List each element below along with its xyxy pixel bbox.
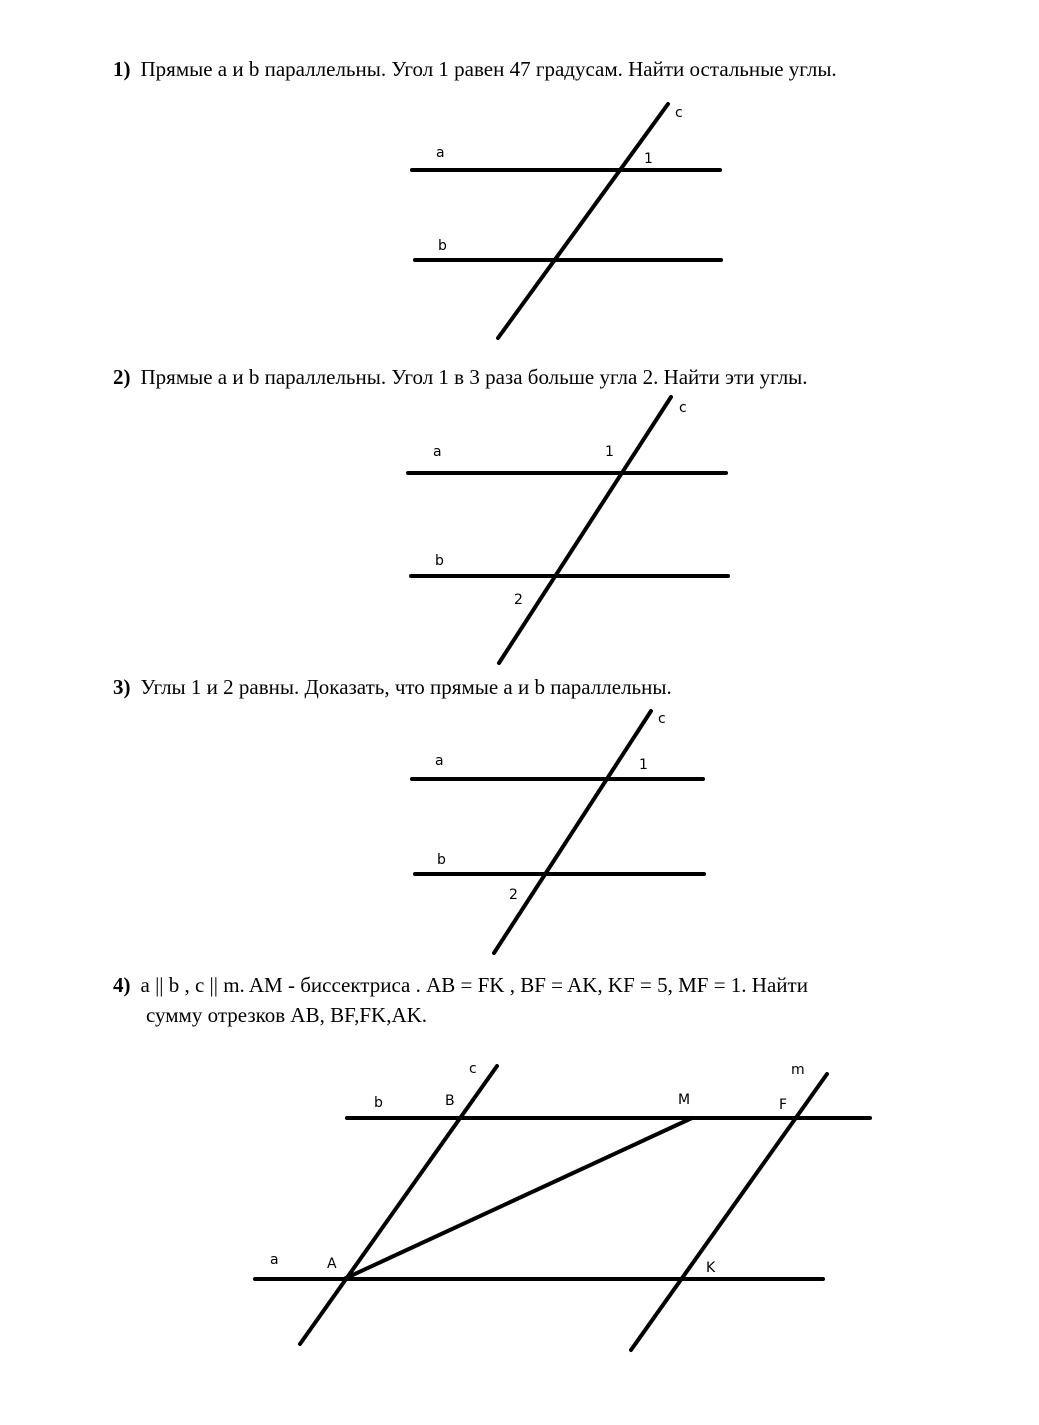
fig4-label-point-a: A xyxy=(327,1256,337,1272)
fig1-label-b: b xyxy=(438,238,447,254)
fig4-label-point-f: F xyxy=(779,1097,788,1113)
fig3-line-c xyxy=(494,711,651,953)
fig4-label-c: c xyxy=(469,1061,477,1077)
fig4-label-point-b: B xyxy=(445,1093,455,1109)
task-2-number: 2) xyxy=(113,365,131,389)
fig4-line-m xyxy=(631,1074,827,1350)
task-4-text-line1: a || b , c || m. AM - биссектриса . AB = FK , BF = AK, KF = 5, MF = 1. Найти xyxy=(140,973,808,997)
fig3-label-b: b xyxy=(437,852,446,868)
fig3-label-c: c xyxy=(658,711,666,727)
fig1-label-angle-1: 1 xyxy=(644,151,653,167)
task-3-text: Углы 1 и 2 равны. Доказать, что прямые a и b параллельны. xyxy=(140,675,672,699)
task-4-number: 4) xyxy=(113,973,131,997)
fig2-label-a: a xyxy=(433,444,442,460)
fig4-line-c xyxy=(300,1066,497,1344)
fig4-label-b: b xyxy=(374,1095,383,1111)
fig4-label-point-m: M xyxy=(678,1092,691,1108)
fig3-label-angle-2: 2 xyxy=(509,887,518,903)
task-1-text: Прямые a и b параллельны. Угол 1 равен 47 градусам. Найти остальные углы. xyxy=(140,57,837,81)
fig2-label-c: c xyxy=(679,400,687,416)
fig1-label-a: a xyxy=(436,145,445,161)
fig2-line-c xyxy=(499,397,671,663)
figure-3 xyxy=(412,711,704,953)
fig3-label-a: a xyxy=(435,753,444,769)
fig3-label-angle-1: 1 xyxy=(639,757,648,773)
task-1-number: 1) xyxy=(113,57,131,81)
fig1-line-c xyxy=(498,104,668,338)
fig2-label-b: b xyxy=(435,553,444,569)
task-2-text: Прямые a и b параллельны. Угол 1 в 3 раза больше угла 2. Найти эти углы. xyxy=(140,365,808,389)
figure-1 xyxy=(412,104,721,338)
fig4-label-m: m xyxy=(791,1062,805,1078)
fig4-segment-am xyxy=(344,1118,692,1279)
task-4-text-line2: сумму отрезков AB, BF,FK,AK. xyxy=(146,1003,428,1027)
fig4-label-a: a xyxy=(270,1252,279,1268)
task-3-number: 3) xyxy=(113,675,131,699)
fig2-label-angle-1: 1 xyxy=(605,444,614,460)
fig4-label-point-k: K xyxy=(706,1260,716,1276)
fig1-label-c: c xyxy=(675,105,683,121)
figure-2 xyxy=(408,397,728,663)
figure-4 xyxy=(255,1061,870,1350)
fig2-label-angle-2: 2 xyxy=(514,592,523,608)
